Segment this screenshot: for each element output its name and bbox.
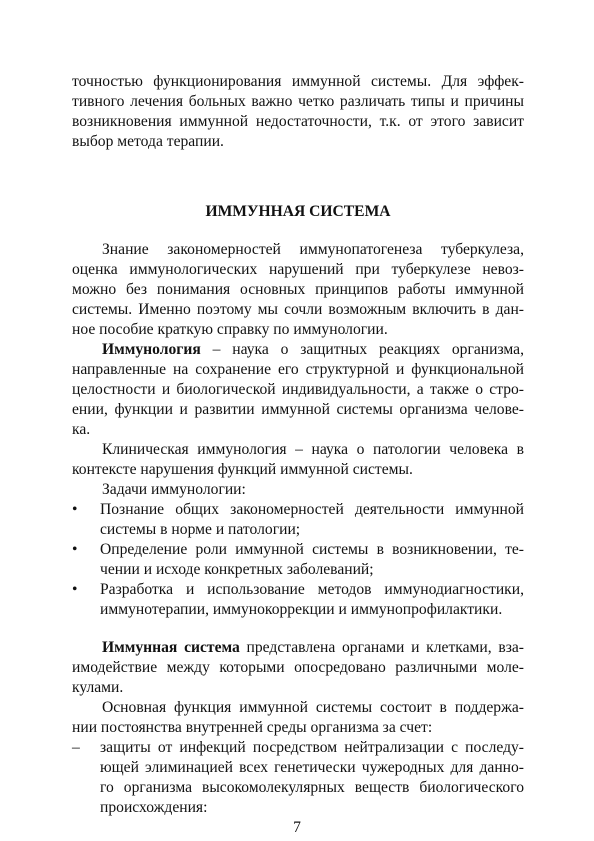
- term-immunology: Иммунология: [102, 341, 201, 358]
- dash-item-line-3: го организма высокомолекулярных веществ биологического: [100, 779, 524, 796]
- p5-line-2: нии постоянства внутренней среды организма за счет:: [72, 719, 433, 736]
- p4-line-2: имодействие между которыми опосредовано различными моле-: [72, 659, 524, 676]
- page-number: 7: [293, 819, 301, 836]
- intro-line-3: возникновения иммунной недостаточности, т.к. от этого зависит: [72, 113, 524, 130]
- task-2-line-2: чении и исходе конкретных заболеваний;: [100, 561, 374, 578]
- p1-line-1: Знание закономерностей иммунопатогенеза туберкулеза,: [102, 241, 524, 258]
- p3-line-2: контексте нарушения функций иммунной системы.: [72, 461, 413, 478]
- intro-line-4: выбор метода терапии.: [72, 133, 224, 150]
- p4-line-1: [102, 638, 524, 658]
- p1-line-4: системы. Именно поэтому мы сочли возможным включить в дан-: [72, 301, 524, 318]
- term-immune-system: Иммунная система: [102, 639, 240, 656]
- p4-line-1-rest: представлена органами и клетками, вза-: [239, 639, 524, 656]
- bullet-marker: •: [72, 501, 78, 518]
- p2-line-3: целостности и биологической индивидуальности, а также о стро-: [72, 381, 524, 398]
- p2-line-4: ении, функции и развитии иммунной системы организма челове-: [72, 401, 524, 418]
- bullet-marker: •: [72, 541, 78, 558]
- p1-line-3: можно без понимания основных принципов работы иммунной: [72, 281, 524, 298]
- dash-item-line-2: ющей элиминацией всех генетически чужеродных для данно-: [100, 759, 524, 776]
- intro-line-2: тивного лечения больных важно четко различать типы и причины: [72, 93, 524, 110]
- task-2-line-1: Определение роли иммунной системы в возникновении, те-: [100, 541, 524, 558]
- dash-marker: –: [72, 739, 80, 756]
- p1-line-5: ное пособие краткую справку по иммунологии.: [72, 321, 388, 338]
- p5-line-1: Основная функция иммунной системы состоит в поддержа-: [102, 699, 524, 716]
- task-3-line-2: иммунотерапии, иммунокоррекции и иммунопрофилактики.: [100, 601, 503, 618]
- task-3-line-1: Разработка и использование методов иммунодиагностики,: [100, 581, 524, 598]
- bullet-marker: •: [72, 581, 78, 598]
- p2-line-2: направленные на сохранение его структурной и функциональной: [72, 361, 524, 378]
- tasks-label: Задачи иммунологии:: [102, 481, 246, 498]
- p1-line-2: оценка иммунологических нарушений при туберкулезе невоз-: [72, 261, 524, 278]
- intro-line-1: точностью функционирования иммунной системы. Для эффек-: [72, 73, 524, 90]
- p2-line-1-rest: – наука о защитных реакциях организма,: [200, 341, 524, 358]
- dash-item-line-4: происхождения:: [100, 799, 208, 816]
- p2-line-5: ка.: [72, 421, 91, 438]
- dash-item-line-1: защиты от инфекций посредством нейтрализации с последу-: [100, 739, 524, 756]
- task-1-line-1: Познание общих закономерностей деятельности иммунной: [100, 501, 524, 518]
- p4-line-3: кулами.: [72, 679, 124, 696]
- task-1-line-2: системы в норме и патологии;: [100, 521, 301, 538]
- section-title: ИММУННАЯ СИСТЕМА: [205, 203, 391, 220]
- p3-line-1: Клиническая иммунология – наука о патологии человека в: [102, 441, 524, 458]
- p2-line-1: [102, 340, 524, 360]
